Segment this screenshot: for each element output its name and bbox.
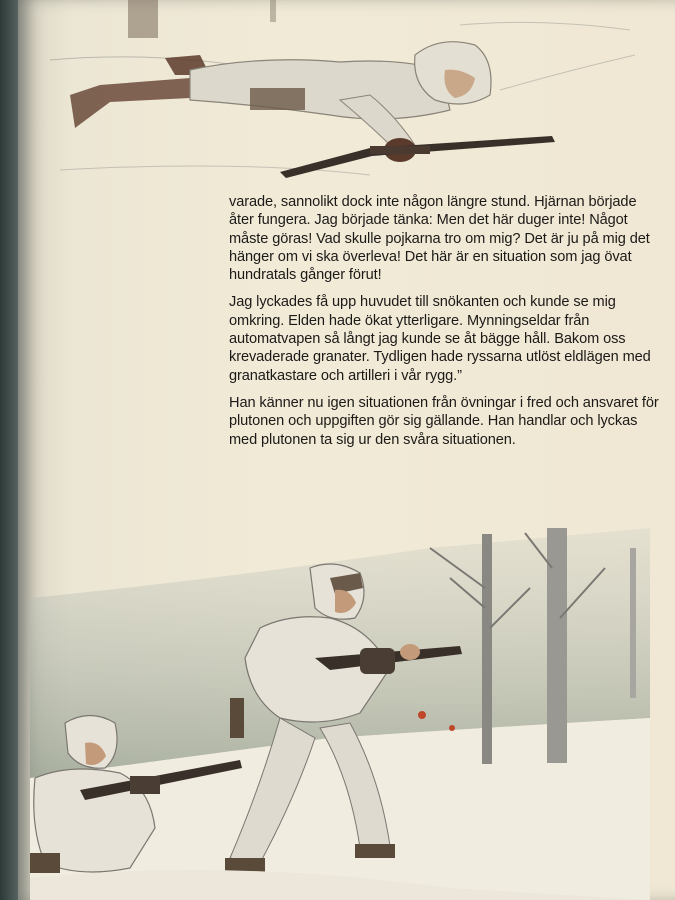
paragraph-3: Han känner nu igen situationen från övningar i fred och ansvaret för plutonen och uppgiften gör sig gällande. Han handlar och lyckas med plutonen ta sig ur den svåra situationen. xyxy=(229,394,659,448)
paragraph-1: varade, sannolikt dock inte någon längre stund. Hjärnan började åter fungera. Jag började tänka: Men det här duger inte! Något måste göras! Vad skulle pojkarna tro om mig? Det är ju på mig det hänger om vi ska överleva! Det här är en situation som jag övat hundratals gånger förut! xyxy=(229,194,650,284)
body-text xyxy=(229,193,659,458)
crawling-soldier-illustration xyxy=(40,0,640,190)
paragraph-2: Jag lyckades få upp huvudet till snökanten och kunde se mig omkring. Elden hade ökat ytterligare. Mynningseldar från automatvapen så långt jag kunde se åt bägge håll. Bakom oss krevaderade granater. Tydligen hade ryssarna utlöst eldlägen med granatkastare och artilleri i vår rygg.” xyxy=(229,294,651,384)
book-gutter xyxy=(0,0,18,900)
advancing-soldiers-illustration xyxy=(30,528,650,900)
